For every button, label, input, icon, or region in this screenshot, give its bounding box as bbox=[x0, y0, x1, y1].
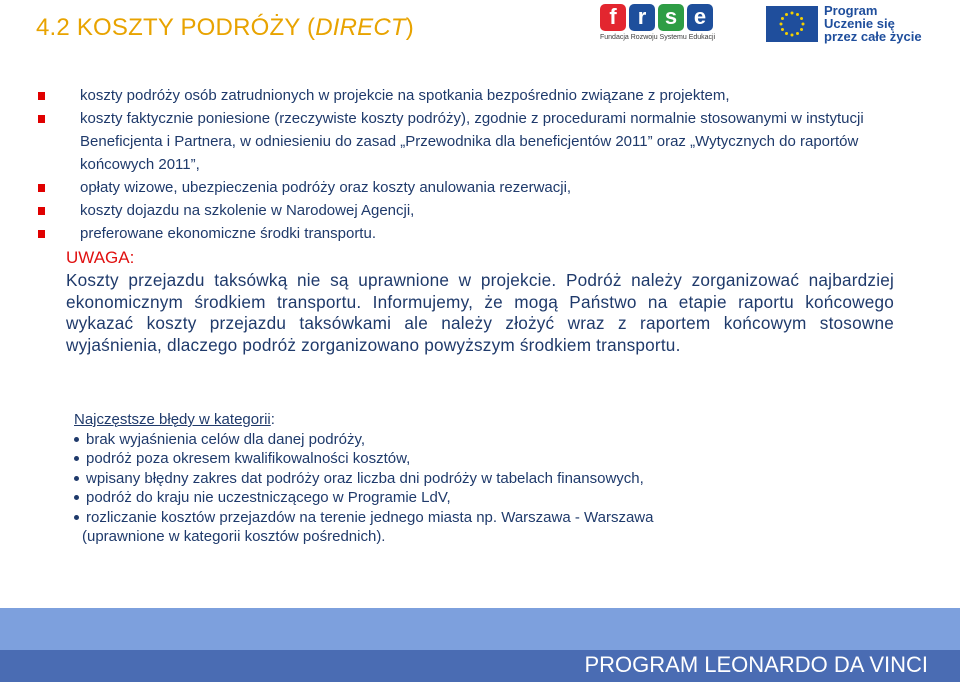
list-item-text: koszty dojazdu na szkolenie w Narodowej Agencji, bbox=[80, 202, 415, 219]
eu-star bbox=[781, 28, 784, 31]
bullet-dot bbox=[74, 476, 79, 481]
list-item bbox=[38, 176, 918, 199]
list-item bbox=[74, 449, 874, 468]
error-item-text: brak wyjaśnienia celów dla danej podróży, bbox=[86, 431, 366, 448]
common-errors-section bbox=[74, 410, 874, 546]
llp-line-1: Program bbox=[824, 3, 878, 18]
eu-star bbox=[785, 13, 788, 16]
eu-star bbox=[785, 32, 788, 35]
title-suffix: ) bbox=[405, 14, 414, 41]
bullet-dot bbox=[74, 515, 79, 520]
list-item bbox=[38, 107, 918, 176]
eu-star bbox=[800, 17, 803, 20]
bullet-marker bbox=[38, 230, 45, 238]
llp-logo bbox=[766, 3, 956, 46]
llp-line-3: przez całe życie bbox=[824, 29, 922, 44]
cost-list bbox=[38, 84, 918, 245]
list-item bbox=[74, 508, 874, 527]
list-item-text: koszty podróży osób zatrudnionych w projekcie na spotkania bezpośrednio związane z projektem, bbox=[80, 87, 730, 104]
bullet-marker bbox=[38, 184, 45, 192]
bullet-dot bbox=[74, 437, 79, 442]
list-item bbox=[38, 199, 918, 222]
eu-star bbox=[800, 28, 803, 31]
title-emphasis: DIRECT bbox=[315, 14, 406, 41]
error-item-text: rozliczanie kosztów przejazdów na terenie jednego miasta np. Warszawa - Warszawa bbox=[86, 508, 654, 526]
eu-star bbox=[796, 32, 799, 35]
footer-band-light bbox=[0, 608, 960, 650]
list-item bbox=[38, 222, 918, 245]
bullet-marker bbox=[38, 115, 45, 123]
bullet-marker bbox=[38, 207, 45, 215]
error-item-text: podróż poza okresem kwalifikowalności kosztów, bbox=[86, 450, 411, 468]
llp-logo-text bbox=[824, 4, 922, 43]
frse-letter-s: s bbox=[658, 4, 684, 31]
list-item bbox=[38, 84, 918, 107]
title-prefix: 4.2 KOSZTY PODRÓŻY ( bbox=[36, 14, 316, 41]
frse-letter-f: f bbox=[600, 4, 626, 31]
eu-star bbox=[802, 23, 805, 26]
frse-letter-e: e bbox=[687, 4, 713, 31]
eu-star bbox=[780, 23, 783, 26]
frse-caption: Fundacja Rozwoju Systemu Edukacji bbox=[600, 34, 716, 41]
list-item-text: preferowane ekonomiczne środki transportu. bbox=[80, 225, 376, 242]
errors-heading-colon: : bbox=[270, 411, 275, 428]
frse-letter-r: r bbox=[629, 4, 655, 31]
errors-heading bbox=[74, 410, 874, 430]
eu-star bbox=[791, 12, 794, 15]
bullet-dot bbox=[74, 495, 79, 500]
frse-logo bbox=[600, 4, 720, 48]
bullet-dot bbox=[74, 456, 79, 461]
eu-star bbox=[791, 34, 794, 37]
eu-star bbox=[781, 17, 784, 20]
slide-title bbox=[36, 14, 414, 42]
footer-program-name: PROGRAM LEONARDO DA VINCI bbox=[584, 652, 928, 677]
error-item-continuation: (uprawnione w kategorii kosztów pośrednich). bbox=[82, 528, 386, 546]
error-item-text: podróż do kraju nie uczestniczącego w Programie LdV, bbox=[86, 489, 451, 507]
errors-heading-text: Najczęstsze błędy w kategorii bbox=[74, 411, 271, 428]
list-item-text: koszty faktycznie poniesione (rzeczywiste koszty podróży), zgodnie z procedurami normalnie stosowanymi w instytucji Beneficjenta i Partnera, w odniesieniu do zasad „Przewodnika dla beneficjentów 2011” oraz „Wytycznych do raportów końcowych 2011”, bbox=[80, 110, 864, 173]
note-text: Koszty przejazdu taksówką nie są uprawnione w projekcie. Podróż należy zorganizować najbardziej ekonomicznym środkiem transportu. Informujemy, że mogą Państwo na etapie raportu końcowego wykazać koszty przejazdu taksówkami ale należy złożyć wraz z raportem końcowym stosowne wyjaśnienia, dlaczego podróż zorganizowano powyższym środkiem transportu. bbox=[66, 270, 894, 355]
note-label: UWAGA: bbox=[66, 248, 135, 267]
llp-line-2: Uczenie się bbox=[824, 16, 895, 31]
eu-star bbox=[796, 13, 799, 16]
eu-stars-icon bbox=[766, 6, 818, 42]
error-item-text: wpisany błędny zakres dat podróży oraz liczba dni podróży w tabelach finansowych, bbox=[86, 469, 644, 487]
list-item bbox=[74, 488, 874, 507]
list-item bbox=[74, 469, 874, 488]
bullet-marker bbox=[38, 92, 45, 100]
list-item-text: opłaty wizowe, ubezpieczenia podróży oraz koszty anulowania rezerwacji, bbox=[80, 179, 572, 196]
list-item bbox=[74, 430, 874, 449]
